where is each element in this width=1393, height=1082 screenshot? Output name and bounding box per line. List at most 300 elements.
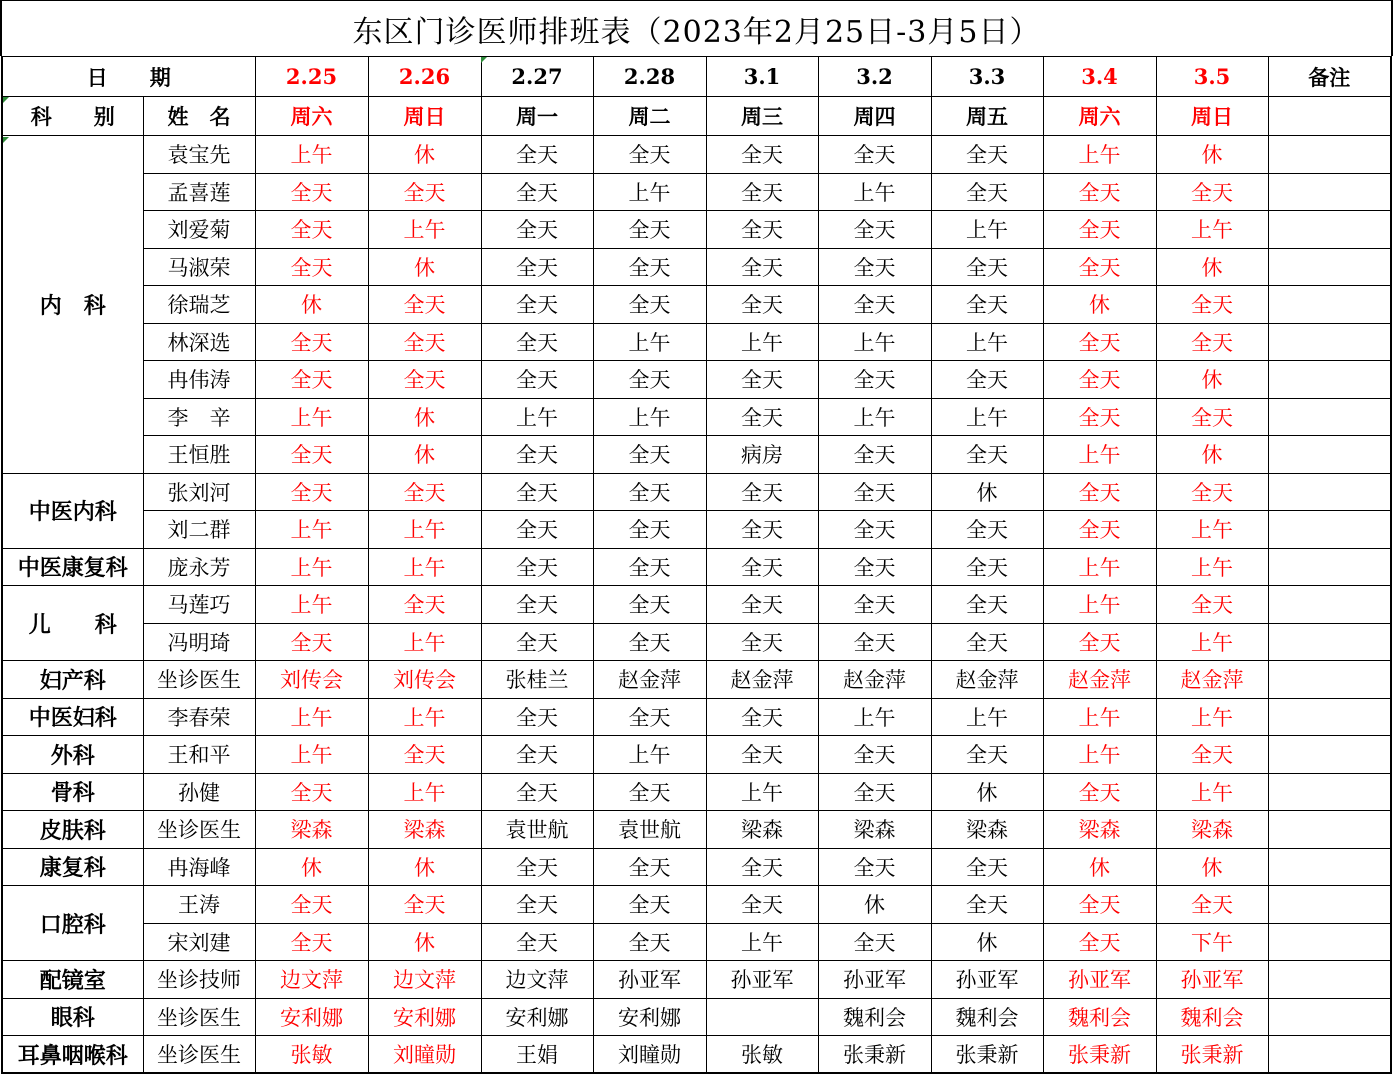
shift-cell: 全天 [1156,886,1268,924]
shift-cell: 休 [1043,848,1156,886]
shift-cell: 休 [368,136,481,174]
shift-cell: 全天 [931,248,1043,286]
shift-cell: 上午 [593,398,706,436]
shift-cell: 休 [931,473,1043,511]
department-cell: 中医康复科 [2,548,143,586]
shift-cell: 边文萍 [255,961,368,999]
remark-cell [1268,248,1391,286]
shift-cell: 全天 [368,361,481,399]
cell-marker-icon [3,137,9,143]
shift-cell: 全天 [931,286,1043,324]
shift-cell: 全天 [481,586,593,624]
department-cell: 内 科 [2,136,143,474]
doctor-name-cell: 冯明琦 [143,623,255,661]
shift-cell: 全天 [593,698,706,736]
shift-cell: 休 [368,248,481,286]
shift-cell: 上午 [818,173,931,211]
shift-cell: 全天 [818,361,931,399]
shift-cell: 全天 [1043,361,1156,399]
remark-cell [1268,811,1391,849]
date-header: 2.25 [255,57,368,97]
shift-cell: 全天 [255,773,368,811]
shift-cell: 全天 [931,173,1043,211]
shift-cell: 上午 [1156,511,1268,549]
shift-cell: 全天 [931,623,1043,661]
shift-cell: 休 [368,398,481,436]
remark-cell [1268,361,1391,399]
shift-cell: 全天 [1043,511,1156,549]
header-weekday-row [2,97,1391,136]
remark-cell [1268,323,1391,361]
shift-cell: 上午 [1043,736,1156,774]
shift-cell: 上午 [1043,698,1156,736]
doctor-name-cell: 李春荣 [143,698,255,736]
shift-cell: 全天 [818,473,931,511]
table-row [2,886,1391,924]
remark-cell [1268,211,1391,249]
table-row [2,361,1391,399]
doctor-name-cell: 张刘河 [143,473,255,511]
shift-cell: 病房 [706,436,818,474]
table-row [2,661,1391,699]
name-header-label: 姓 名 [143,97,255,136]
table-row [2,736,1391,774]
department-cell: 眼科 [2,998,143,1036]
weekday-header: 周二 [593,97,706,136]
date-header: 3.3 [931,57,1043,97]
doctor-name-cell: 孙健 [143,773,255,811]
doctor-name-cell: 冉海峰 [143,848,255,886]
shift-cell: 梁森 [1156,811,1268,849]
shift-cell: 上午 [255,398,368,436]
remark-cell [1268,886,1391,924]
shift-cell: 全天 [706,248,818,286]
remark-cell [1268,586,1391,624]
shift-cell: 上午 [1156,773,1268,811]
doctor-name-cell: 李 辛 [143,398,255,436]
shift-cell: 全天 [1043,886,1156,924]
shift-cell: 上午 [818,398,931,436]
department-cell: 儿 科 [2,586,143,661]
department-cell: 中医妇科 [2,698,143,736]
shift-cell [706,998,818,1036]
shift-cell: 下午 [1156,923,1268,961]
shift-cell: 魏利会 [1043,998,1156,1036]
weekday-header: 周一 [481,97,593,136]
shift-cell: 上午 [706,923,818,961]
shift-cell: 上午 [931,323,1043,361]
table-row [2,811,1391,849]
shift-cell: 休 [255,848,368,886]
shift-cell: 全天 [1043,473,1156,511]
department-cell: 中医内科 [2,473,143,548]
shift-cell: 休 [1156,436,1268,474]
shift-cell: 全天 [931,436,1043,474]
shift-cell: 全天 [706,698,818,736]
shift-cell: 上午 [255,511,368,549]
date-header: 3.2 [818,57,931,97]
shift-cell: 全天 [481,173,593,211]
doctor-name-cell: 宋刘建 [143,923,255,961]
shift-cell: 张秉新 [1043,1036,1156,1074]
shift-cell: 全天 [1043,623,1156,661]
shift-cell: 全天 [706,886,818,924]
shift-cell: 休 [1156,848,1268,886]
shift-cell: 梁森 [931,811,1043,849]
shift-cell: 上午 [481,398,593,436]
shift-cell: 休 [368,848,481,886]
shift-cell: 全天 [1043,173,1156,211]
date-header: 2.28 [593,57,706,97]
shift-cell: 全天 [1043,323,1156,361]
shift-cell: 全天 [481,736,593,774]
shift-cell: 上午 [368,511,481,549]
remark-cell [1268,961,1391,999]
remark-cell [1268,97,1391,136]
shift-cell: 全天 [481,211,593,249]
shift-cell: 全天 [481,511,593,549]
table-row [2,173,1391,211]
shift-cell: 上午 [255,698,368,736]
shift-cell: 上午 [1043,586,1156,624]
shift-cell: 全天 [481,136,593,174]
shift-cell: 全天 [706,286,818,324]
shift-cell: 全天 [818,136,931,174]
shift-cell: 张桂兰 [481,661,593,699]
shift-cell: 休 [931,923,1043,961]
shift-cell: 上午 [931,398,1043,436]
department-cell: 妇产科 [2,661,143,699]
shift-cell: 魏利会 [931,998,1043,1036]
shift-cell: 全天 [1156,473,1268,511]
date-header: 2.26 [368,57,481,97]
shift-cell: 全天 [593,473,706,511]
table-row [2,848,1391,886]
shift-cell: 全天 [1156,286,1268,324]
shift-cell: 上午 [706,773,818,811]
weekday-header: 周五 [931,97,1043,136]
table-row [2,473,1391,511]
shift-cell: 全天 [931,511,1043,549]
doctor-name-cell: 孟喜莲 [143,173,255,211]
remark-cell [1268,698,1391,736]
remark-cell [1268,736,1391,774]
shift-cell: 袁世航 [481,811,593,849]
shift-cell: 休 [1156,136,1268,174]
shift-cell: 全天 [931,848,1043,886]
table-row [2,136,1391,174]
shift-cell: 全天 [481,886,593,924]
shift-cell: 全天 [481,286,593,324]
shift-cell: 休 [1156,361,1268,399]
remark-cell [1268,848,1391,886]
doctor-name-cell: 冉伟涛 [143,361,255,399]
doctor-name-cell: 马淑荣 [143,248,255,286]
department-cell: 皮肤科 [2,811,143,849]
shift-cell: 全天 [931,736,1043,774]
cell-marker-icon [481,57,487,63]
shift-cell: 上午 [1156,698,1268,736]
table-row [2,436,1391,474]
remark-cell [1268,623,1391,661]
shift-cell: 休 [818,886,931,924]
shift-cell: 安利娜 [255,998,368,1036]
shift-cell: 孙亚军 [706,961,818,999]
shift-cell: 孙亚军 [1043,961,1156,999]
doctor-name-cell: 林深选 [143,323,255,361]
shift-cell: 魏利会 [1156,998,1268,1036]
doctor-name-cell: 坐诊医生 [143,998,255,1036]
shift-cell: 全天 [706,473,818,511]
shift-cell: 全天 [818,211,931,249]
shift-cell: 全天 [931,886,1043,924]
shift-cell: 袁世航 [593,811,706,849]
doctor-name-cell: 袁宝先 [143,136,255,174]
doctor-name-cell: 坐诊技师 [143,961,255,999]
shift-cell: 全天 [931,361,1043,399]
date-header: 3.1 [706,57,818,97]
shift-cell: 上午 [593,323,706,361]
doctor-name-cell: 王恒胜 [143,436,255,474]
shift-cell: 上午 [255,586,368,624]
shift-cell: 全天 [706,511,818,549]
department-cell: 康复科 [2,848,143,886]
shift-cell: 全天 [255,886,368,924]
shift-cell: 全天 [481,698,593,736]
remark-cell [1268,136,1391,174]
shift-cell: 休 [368,923,481,961]
shift-cell: 全天 [368,586,481,624]
shift-cell: 全天 [481,848,593,886]
doctor-name-cell: 马莲巧 [143,586,255,624]
doctor-name-cell: 王涛 [143,886,255,924]
date-header-label: 日 期 [2,57,255,97]
shift-cell: 全天 [368,886,481,924]
shift-cell: 全天 [481,436,593,474]
shift-cell: 全天 [255,623,368,661]
shift-cell: 休 [1156,248,1268,286]
shift-cell: 全天 [931,548,1043,586]
department-cell: 骨科 [2,773,143,811]
shift-cell: 全天 [368,736,481,774]
date-header: 3.4 [1043,57,1156,97]
doctor-name-cell: 坐诊医生 [143,661,255,699]
remark-cell [1268,548,1391,586]
shift-cell: 张秉新 [1156,1036,1268,1074]
shift-cell: 赵金萍 [593,661,706,699]
table-row [2,286,1391,324]
shift-cell: 梁森 [1043,811,1156,849]
shift-cell: 赵金萍 [1043,661,1156,699]
shift-cell: 上午 [368,211,481,249]
shift-cell: 全天 [593,586,706,624]
shift-cell: 全天 [706,173,818,211]
shift-cell: 上午 [1043,436,1156,474]
remark-cell [1268,173,1391,211]
shift-cell: 上午 [368,773,481,811]
department-cell: 耳鼻咽喉科 [2,1036,143,1074]
weekday-header: 周六 [1043,97,1156,136]
shift-cell: 全天 [593,923,706,961]
shift-cell: 上午 [818,698,931,736]
shift-cell: 上午 [368,548,481,586]
shift-cell: 全天 [593,886,706,924]
shift-cell: 休 [1043,286,1156,324]
shift-cell: 全天 [706,398,818,436]
remark-cell [1268,998,1391,1036]
dept-header-label: 科 别 [2,97,143,136]
shift-cell: 全天 [818,248,931,286]
shift-cell: 梁森 [706,811,818,849]
table-row [2,586,1391,624]
shift-cell: 张敏 [706,1036,818,1074]
table-row [2,961,1391,999]
shift-cell: 赵金萍 [706,661,818,699]
shift-cell: 全天 [1043,923,1156,961]
shift-cell: 全天 [931,586,1043,624]
date-header: 2.27 [481,57,593,97]
shift-cell: 全天 [706,586,818,624]
shift-cell: 全天 [255,248,368,286]
shift-cell: 全天 [818,548,931,586]
shift-cell: 全天 [255,436,368,474]
shift-cell: 上午 [1156,211,1268,249]
shift-cell: 全天 [818,511,931,549]
shift-cell: 全天 [818,736,931,774]
header-date-row [2,57,1391,97]
shift-cell: 孙亚军 [931,961,1043,999]
remark-cell [1268,436,1391,474]
shift-cell: 全天 [481,323,593,361]
shift-cell: 上午 [368,623,481,661]
table-row [2,923,1391,961]
shift-cell: 上午 [255,548,368,586]
doctor-name-cell: 刘爱菊 [143,211,255,249]
remark-cell [1268,398,1391,436]
table-row [2,1036,1391,1074]
table-row [2,773,1391,811]
table-row [2,623,1391,661]
shift-cell: 全天 [255,923,368,961]
shift-cell: 梁森 [818,811,931,849]
shift-cell: 全天 [1156,586,1268,624]
shift-cell: 全天 [818,923,931,961]
department-cell: 配镜室 [2,961,143,999]
shift-cell: 安利娜 [593,998,706,1036]
doctor-name-cell: 刘二群 [143,511,255,549]
table-row [2,398,1391,436]
shift-cell: 上午 [931,698,1043,736]
shift-cell: 上午 [931,211,1043,249]
remark-cell [1268,923,1391,961]
shift-cell: 上午 [1043,548,1156,586]
shift-cell: 全天 [593,211,706,249]
shift-cell: 上午 [706,323,818,361]
weekday-header: 周六 [255,97,368,136]
shift-cell: 全天 [368,473,481,511]
shift-cell: 全天 [255,473,368,511]
cell-marker-icon [3,97,9,103]
table-row [2,211,1391,249]
shift-cell: 全天 [481,623,593,661]
shift-cell: 全天 [706,623,818,661]
shift-cell: 全天 [255,323,368,361]
shift-cell: 上午 [368,698,481,736]
shift-cell: 边文萍 [368,961,481,999]
shift-cell: 张秉新 [931,1036,1043,1074]
shift-cell: 全天 [593,136,706,174]
shift-cell: 全天 [818,286,931,324]
shift-cell: 全天 [255,173,368,211]
doctor-name-cell: 徐瑞芝 [143,286,255,324]
page-title: 东区门诊医师排班表（2023年2月25日-3月5日） [0,0,1393,56]
shift-cell: 全天 [368,286,481,324]
shift-cell: 全天 [818,436,931,474]
weekday-header: 周日 [1156,97,1268,136]
shift-cell: 安利娜 [481,998,593,1036]
shift-cell: 全天 [1043,211,1156,249]
remark-cell [1268,473,1391,511]
shift-cell: 上午 [1156,623,1268,661]
remark-cell [1268,1036,1391,1074]
remark-cell [1268,511,1391,549]
shift-cell: 全天 [481,923,593,961]
shift-cell: 刘传会 [368,661,481,699]
shift-cell: 全天 [368,173,481,211]
shift-cell: 全天 [593,548,706,586]
shift-cell: 全天 [706,736,818,774]
shift-cell: 全天 [593,286,706,324]
shift-cell: 张秉新 [818,1036,931,1074]
doctor-name-cell: 庞永芳 [143,548,255,586]
shift-cell: 全天 [1156,323,1268,361]
shift-cell: 全天 [593,773,706,811]
shift-cell: 孙亚军 [1156,961,1268,999]
table-row [2,698,1391,736]
shift-cell: 魏利会 [818,998,931,1036]
shift-cell: 上午 [818,323,931,361]
shift-cell: 全天 [593,848,706,886]
shift-cell: 上午 [593,736,706,774]
shift-cell: 王娟 [481,1036,593,1074]
shift-cell: 赵金萍 [1156,661,1268,699]
shift-cell: 孙亚军 [593,961,706,999]
shift-cell: 全天 [1043,398,1156,436]
doctor-name-cell: 坐诊医生 [143,1036,255,1074]
shift-cell: 全天 [593,623,706,661]
shift-cell: 赵金萍 [818,661,931,699]
shift-cell: 全天 [481,773,593,811]
table-row [2,248,1391,286]
shift-cell: 全天 [1043,248,1156,286]
shift-cell: 全天 [706,548,818,586]
weekday-header: 周日 [368,97,481,136]
shift-cell: 全天 [481,248,593,286]
shift-cell: 上午 [1156,548,1268,586]
shift-cell: 梁森 [368,811,481,849]
shift-cell: 安利娜 [368,998,481,1036]
shift-cell: 休 [931,773,1043,811]
shift-cell: 全天 [481,473,593,511]
shift-cell: 全天 [1156,736,1268,774]
shift-cell: 全天 [818,623,931,661]
shift-cell: 孙亚军 [818,961,931,999]
shift-cell: 全天 [706,848,818,886]
shift-cell: 张敏 [255,1036,368,1074]
shift-cell: 上午 [593,173,706,211]
shift-cell: 全天 [593,511,706,549]
doctor-name-cell: 坐诊医生 [143,811,255,849]
